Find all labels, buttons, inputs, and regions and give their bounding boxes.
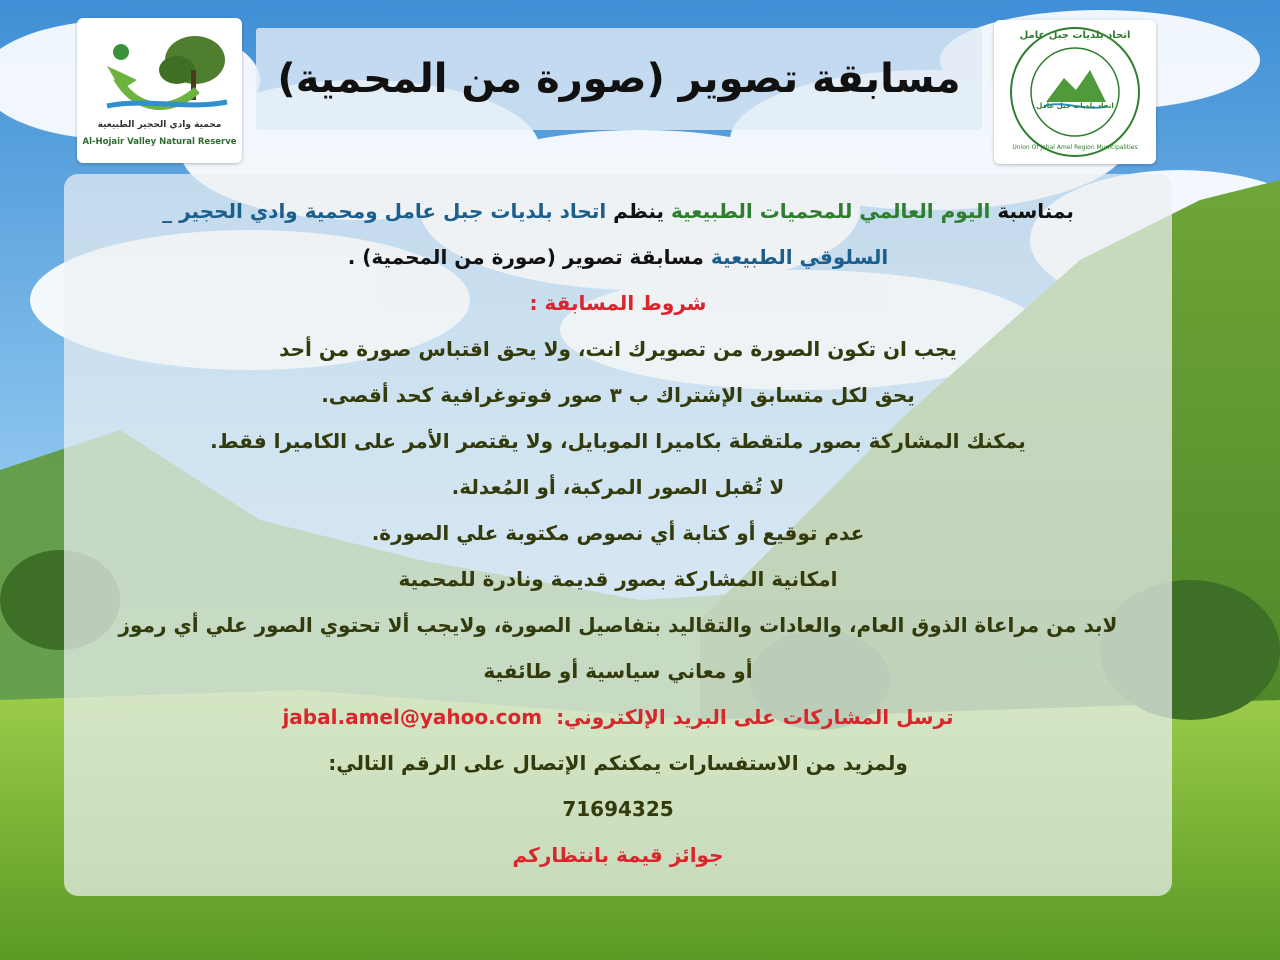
condition-item: لا تُقبل الصور المركبة، أو المُعدلة. bbox=[451, 475, 785, 499]
intro-line-1 bbox=[80, 188, 1156, 234]
right-logo-english-name: Union Of Jabal Amel Region Municipalities bbox=[1012, 144, 1138, 151]
intro-line-2 bbox=[80, 234, 1156, 280]
right-logo-arabic-name: اتحاد بلديات جبل عامل bbox=[1036, 102, 1114, 110]
phone-number: 71694325 bbox=[562, 797, 674, 821]
condition-item: لابد من مراعاة الذوق العام، والعادات والتقاليد بتفاصيل الصورة، ولايجب ألا تحتوي الصور علي أي رموز bbox=[118, 613, 1118, 637]
submission-line bbox=[80, 694, 1156, 740]
occasion-name: اليوم العالمي للمحميات الطبيعية bbox=[670, 199, 991, 223]
announcement-text bbox=[80, 188, 1156, 878]
intro-text: بمناسبة bbox=[990, 199, 1074, 223]
condition-item: يجب ان تكون الصورة من تصويرك انت، ولا يحق اقتباس صورة من أحد bbox=[279, 337, 957, 361]
conditions-heading: شروط المسابقة : bbox=[529, 291, 707, 315]
jabal-amel-union-logo bbox=[994, 20, 1156, 164]
organizers-name: اتحاد بلديات جبل عامل ومحمية وادي الحجير _ bbox=[162, 199, 607, 223]
condition-item: يمكنك المشاركة بصور ملتقطة بكاميرا الموبايل، ولا يقتصر الأمر على الكاميرا فقط. bbox=[210, 429, 1026, 453]
condition-item: أو معاني سياسية أو طائفية bbox=[483, 659, 753, 683]
intro-text: ينظم bbox=[606, 199, 671, 223]
competition-name: مسابقة تصوير (صورة من المحمية) . bbox=[347, 245, 711, 269]
page-title: مسابقة تصوير (صورة من المحمية) bbox=[277, 56, 961, 102]
left-logo-english-name: Al-Hojair Valley Natural Reserve bbox=[82, 137, 237, 147]
submission-email-link[interactable]: jabal.amel@yahoo.com bbox=[282, 705, 543, 729]
right-logo-arabic-arc: اتحاد بلديات جبل عامل bbox=[1019, 30, 1131, 41]
organizers-name-cont: السلوقي الطبيعية bbox=[710, 245, 889, 269]
condition-item: امكانية المشاركة بصور قديمة ونادرة للمحمية bbox=[398, 567, 838, 591]
prizes-text: جوائز قيمة بانتظاركم bbox=[512, 843, 724, 867]
union-seal-icon bbox=[994, 20, 1156, 164]
title-banner bbox=[256, 28, 982, 130]
submission-label: ترسل المشاركات على البريد الإلكتروني: bbox=[556, 705, 954, 729]
inquiries-text: ولمزيد من الاستفسارات يمكنكم الإتصال على الرقم التالي: bbox=[328, 751, 908, 775]
condition-item: عدم توقيع أو كتابة أي نصوص مكتوبة علي الصورة. bbox=[371, 521, 865, 545]
tree-emblem-icon bbox=[77, 18, 242, 128]
left-logo-arabic-name: محمية وادي الحجير الطبيعية bbox=[97, 120, 222, 130]
condition-item: يحق لكل متسابق الإشتراك ب ٣ صور فوتوغرافية كحد أقصى. bbox=[321, 383, 915, 407]
hojair-reserve-logo bbox=[77, 18, 242, 163]
